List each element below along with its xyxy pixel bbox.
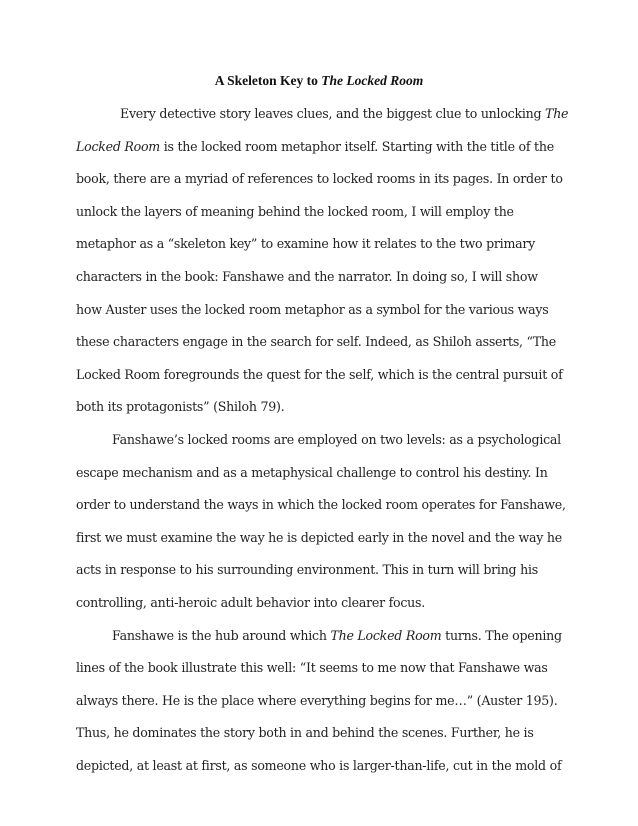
text-line [76,620,566,653]
text-run: characters in the book: Fanshawe and the narrator. In doing so, I will show [76,268,538,284]
text-run: escape mechanism and as a metaphysical challenge to control his destiny. In [76,464,548,480]
text-line [76,489,566,522]
text-run: both its protagonists” (Shiloh 79). [76,399,285,415]
text-line [76,131,566,164]
text-run: acts in response to his surrounding environment. This in turn will bring his [76,562,538,578]
text-line [76,391,566,424]
italic-text: The Locked Room [330,627,442,643]
text-run: metaphor as a “skeleton key” to examine how it relates to the two primary [76,236,536,252]
text-run: unlock the layers of meaning behind the locked room, I will employ the [76,203,514,219]
text-run: how Auster uses the locked room metaphor as a symbol for the various ways [76,301,549,317]
paragraph [76,424,566,620]
document-title [0,72,638,90]
text-line [76,587,566,620]
text-run: turns. The opening [441,627,562,643]
text-line [76,326,566,359]
text-line [76,294,566,327]
text-line [76,522,566,555]
italic-text: Locked Room [76,138,160,154]
text-line [76,98,569,131]
text-run: is the locked room metaphor itself. Starting with the title of the [160,138,554,154]
text-run: Every detective story leaves clues, and the biggest clue to unlocking [120,106,546,121]
text-line [76,261,566,294]
text-run: book, there are a myriad of references to locked rooms in its pages. In order to [76,171,563,187]
text-run: depicted, at least at first, as someone who is larger-than-life, cut in the mold of [76,757,562,773]
title-prefix: A Skeleton Key to [214,73,322,88]
text-run: Thus, he dominates the story both in and behind the scenes. Further, he is [76,725,534,741]
text-line [76,163,566,196]
text-run: first we must examine the way he is depicted early in the novel and the way he [76,529,562,545]
text-run: Fanshawe is the hub around which [112,627,331,643]
text-run: Locked Room foregrounds the quest for the self, which is the central pursuit of [76,366,563,382]
text-line [76,652,566,685]
text-line [76,750,566,783]
text-run: always there. He is the place where everything begins for me…” (Auster 195). [76,692,558,708]
text-run: Fanshawe’s locked rooms are employed on two levels: as a psychological [112,431,561,447]
text-run: controlling, anti-heroic adult behavior into clearer focus. [76,594,425,610]
paragraph [76,620,566,783]
text-run: these characters engage in the search for self. Indeed, as Shiloh asserts, “The [76,334,556,350]
italic-text: The [545,106,569,121]
text-line [76,359,566,392]
text-line [76,457,566,490]
text-line [76,424,566,457]
text-line [76,554,566,587]
text-line [76,685,566,718]
document-body [76,98,569,782]
text-run: order to understand the ways in which the locked room operates for Fanshawe, [76,497,566,513]
text-line [76,228,566,261]
title-book-name: The Locked Room [321,73,424,88]
paragraph [76,98,569,424]
text-line [76,196,566,229]
text-line [76,717,566,750]
text-run: lines of the book illustrate this well: “It seems to me now that Fanshawe was [76,660,548,676]
